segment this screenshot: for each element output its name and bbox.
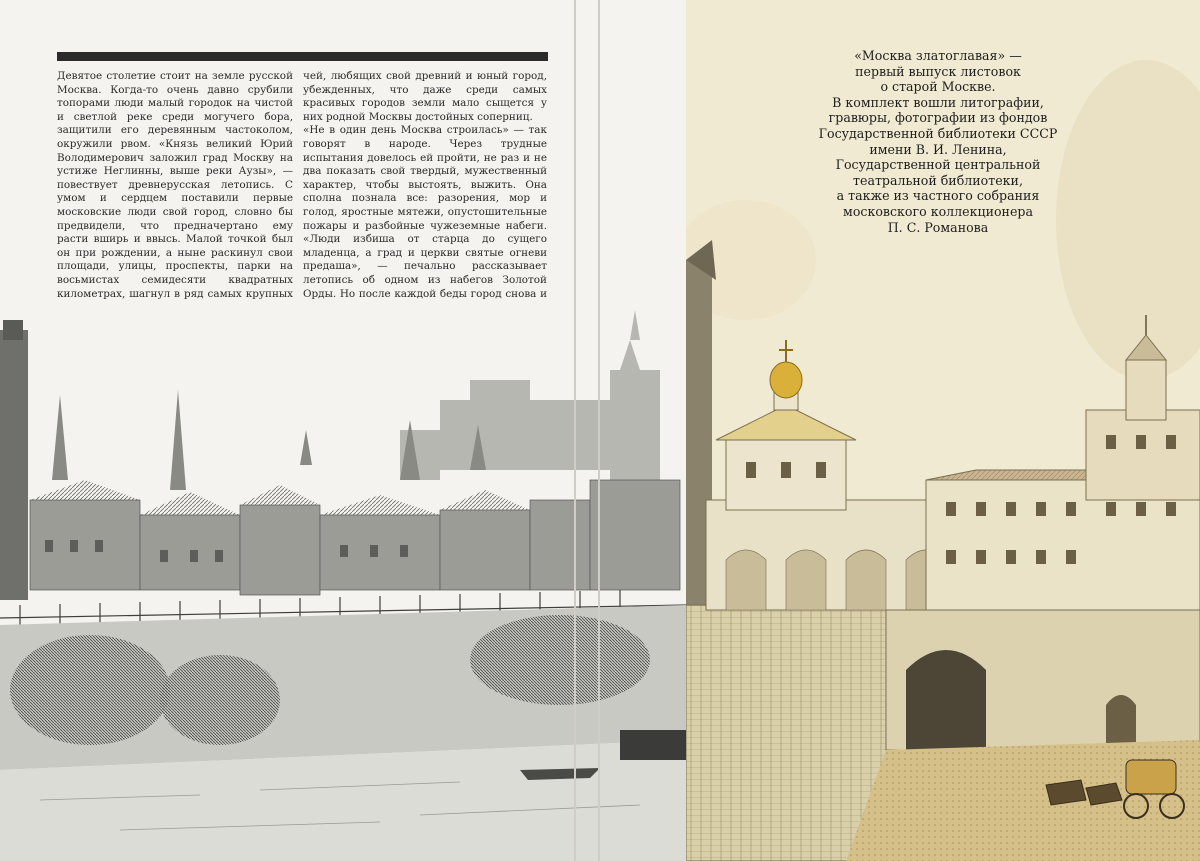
fold-line bbox=[598, 0, 600, 861]
kremlin-palace-lithograph bbox=[686, 240, 1200, 861]
header-rule bbox=[57, 52, 548, 61]
series-intro-text: «Москва златоглавая» — первый выпуск листовок о старой Москве. В комплект вошли литографии, гравюры, фотографии из фондов Государственной библиотеки СССР имени В. И. Ленина, Государственной центральной театральной библиотеки, а также из частного собрания московского коллекционера П. С. Романова bbox=[818, 48, 1058, 235]
text-column-1: Девятое столетие стоит на земле русской Москва. Когда-то очень давно срубили топорами люди малый городок на чистой и светлой реке среди могучего бора, защитили его деревянным частоколом, окружили рвом. «Князь великий Юрий Володимерович заложил град Москву на устиже Неглинны, выше реки Аузы», — повествует древнерусская летопись. С умом и сердцем поставили первые московские люди свой город, словно бы предвидели, что предначертано ему расти вширь и ввысь. Малой точкой был он при рождении, а ныне раскинул свои площади, улицы, проспекты, парки на восьмистах семидесяти квадратных километрах, шагнул в ряд самых крупных bbox=[57, 70, 293, 300]
text-column-2: чей, любящих свой древний и юный город, убежденных, что даже среди самых красивых городов земли мало сыщется у них родной Москвы достойных соперниц. «Не в один день Москва строилась» — так говорят в народе. Через трудные испытания довелось ей пройти, не раз и не два показать свой твердый, мужественный характер, чтобы выстоять, выжить. Она сполна познала все: разорения, мор и голод, яростные мятежи, опустошительные пожары и разбойные чужеземные набеги. «Люди избиша от старца до сущего младенца, а град и церкви святые огневи предаша», — печально рассказывает летопись об одном из набегов Золотой Орды. Но после каждой беды город снова и bbox=[303, 70, 547, 300]
right-page bbox=[686, 0, 1200, 861]
moscow-panorama-engraving bbox=[0, 300, 686, 861]
fold-line bbox=[574, 0, 576, 861]
